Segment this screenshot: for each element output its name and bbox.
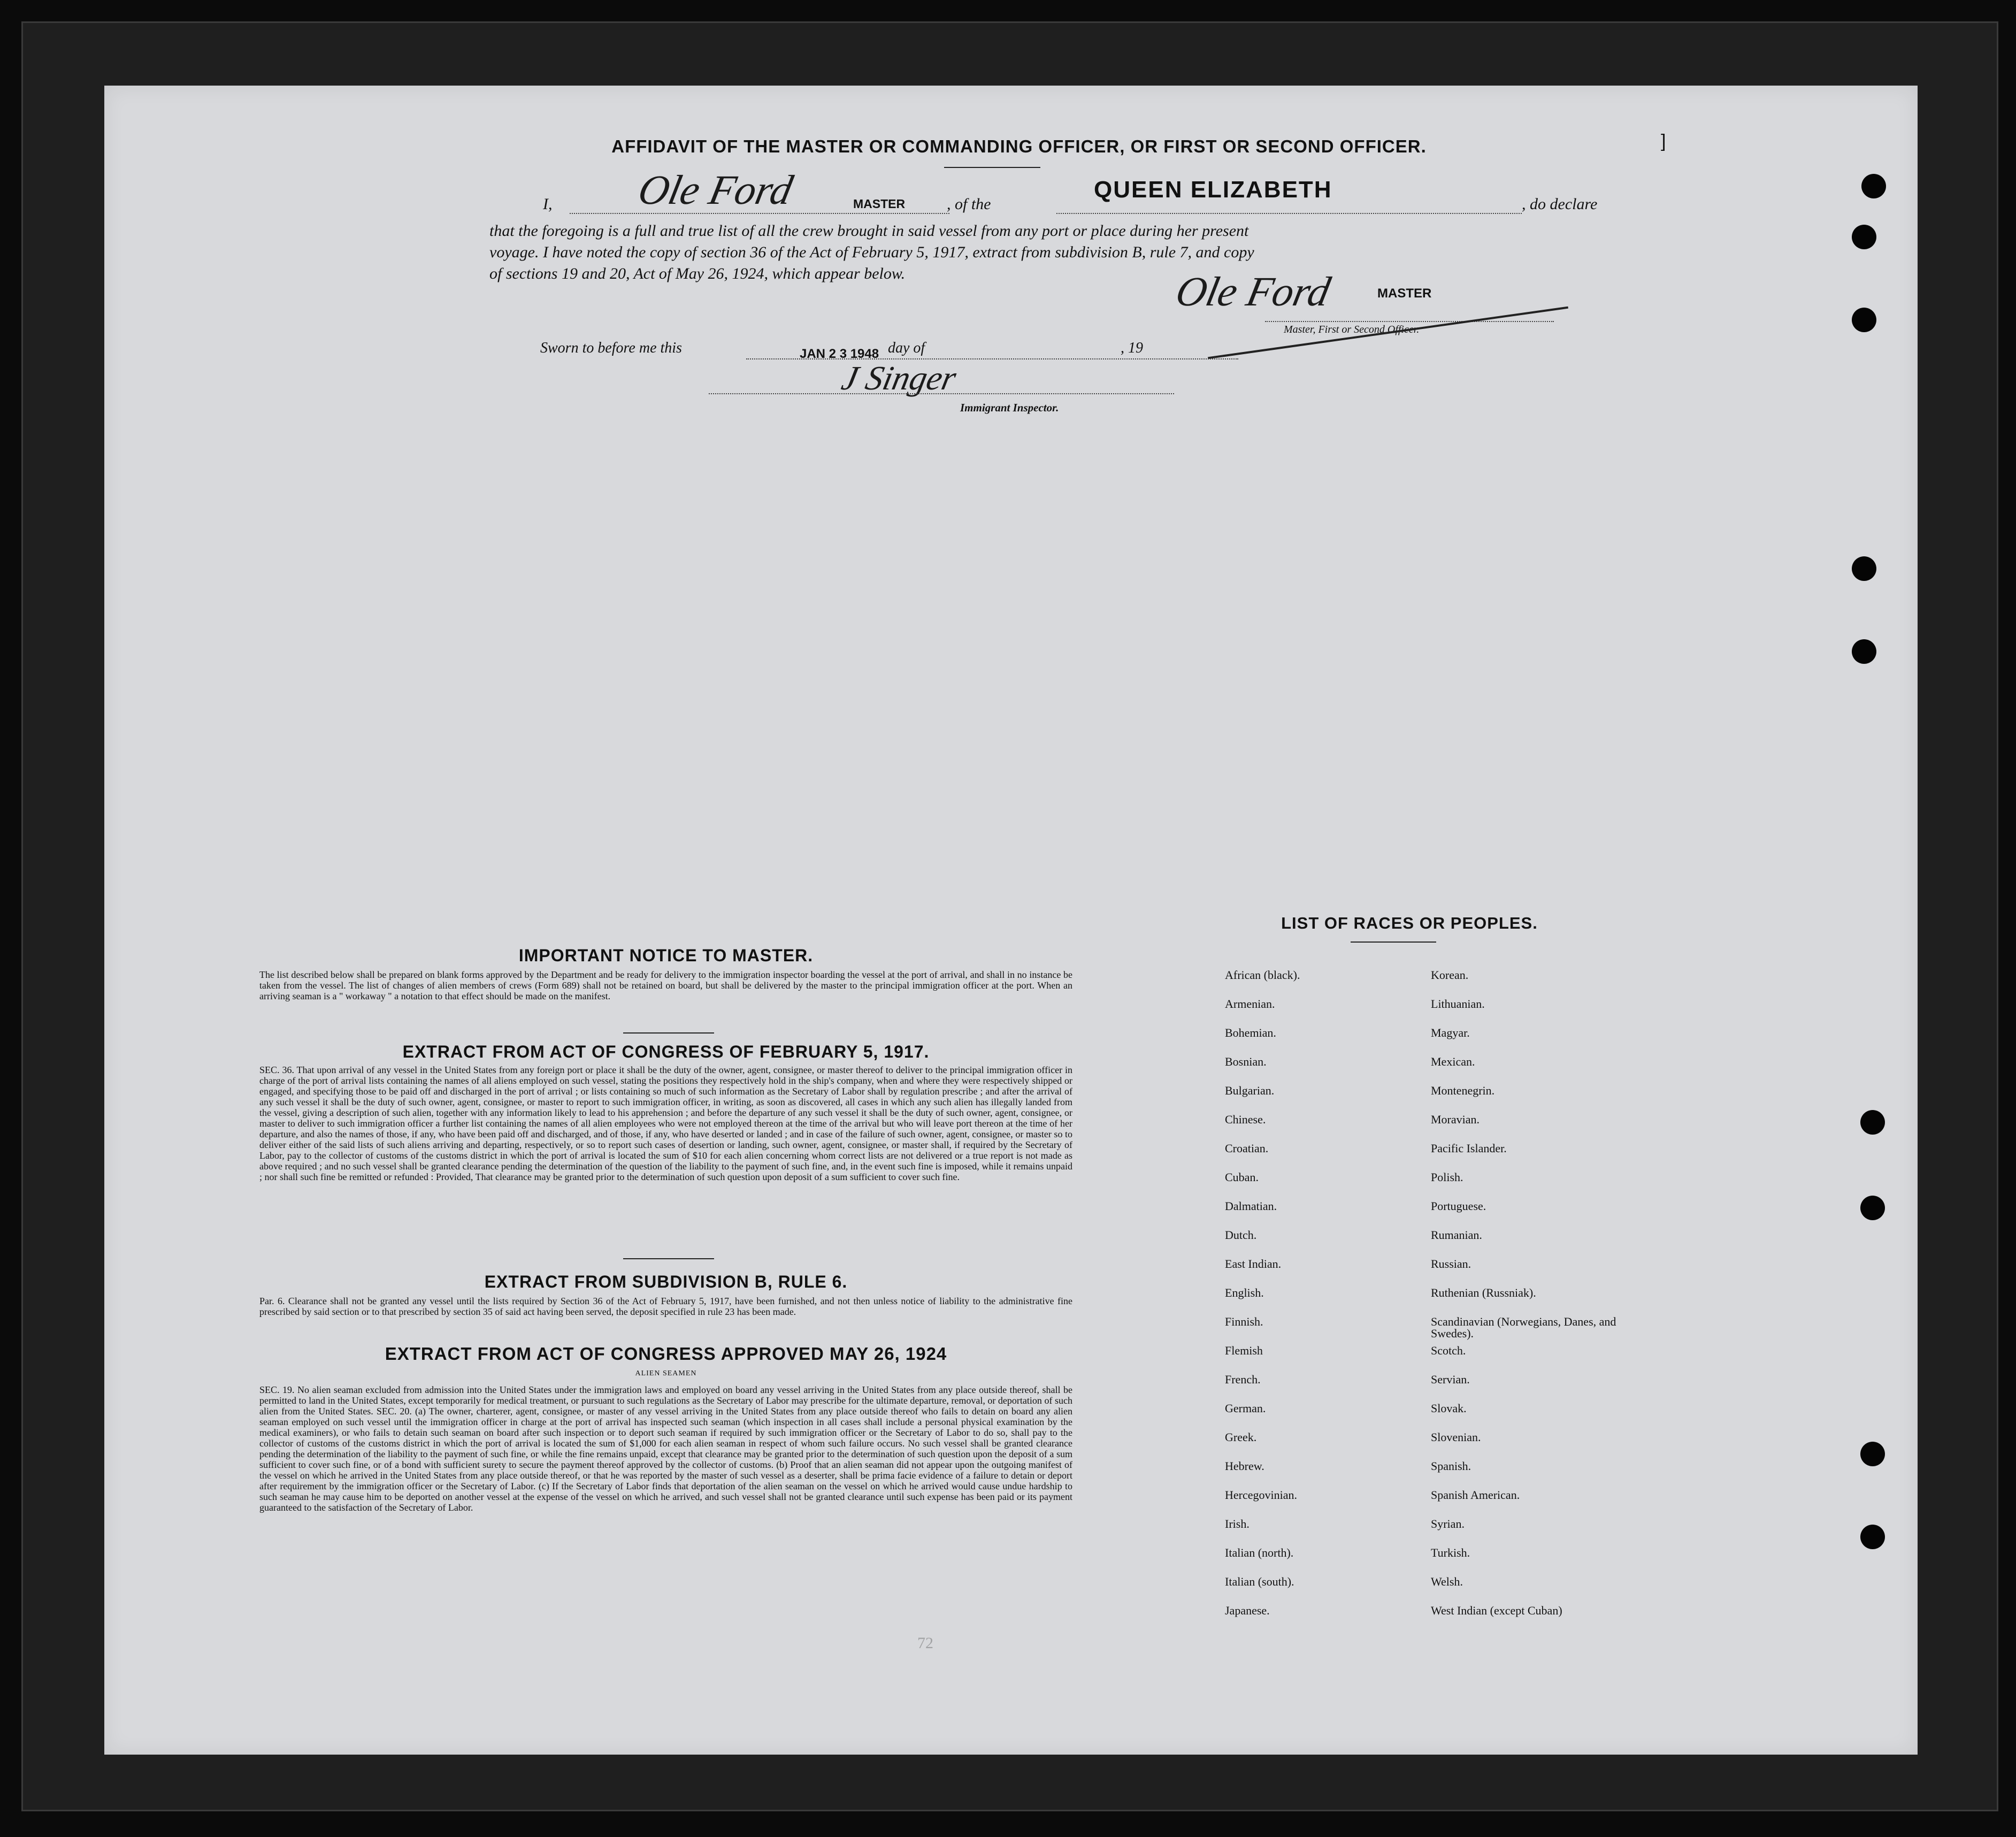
binder-hole [1861,174,1886,198]
extract-1917-body: SEC. 36. That upon arrival of any vessel in the United States from any foreign port or place it shall be the duty of the owner, agent, consignee, or master thereof to deliver to the principal immigration officer in charge of the port of arrival lists containing the names of all aliens employed on such vessel, stating the positions they respectively hold in the ship's company, when and where they were respectively shipped or engaged, and specifying those to be paid off and discharged in the port of arrival ; or lists containing so much of such information as the Secretary of Labor shall by regulation prescribe ; and after the arrival of any such vessel it shall be the duty of such owner, agent, consignee, or master to report to such immigration officer, in writing, as soon as discovered, all cases in which any such alien has illegally landed from the vessel, giving a description of such alien, together with any information likely to lead to his apprehension ; and before the departure of any such vessel it shall be the duty of such owner, agent, consignee, or master to deliver to such immigration officer a further list containing the names of all alien employees who were not employed thereon at the time of the arrival but who will leave port thereon at the time of her departure, and also the names of those, if any, who have been paid off and discharged, and of those, if any, who have deserted or landed ; and in case of the failure of such owner, agent, consignee, or master so to deliver either of the said lists of such aliens arriving and departing, respectively, or so to report such cases of desertion or landing, such owner, agent, consignee, or master shall, if required by the Secretary of Labor, pay to the collector of customs of the customs district in which the port of arrival is located the sum of $10 for each alien concerning whom correct lists are not delivered or a true report is not made as above required ; and no such vessel shall be granted clearance pending the determination of the question of the liability to the payment of such fine, and, in the event such fine is imposed, while it remains unpaid ; nor shall such fine be remitted or refunded : Provided, That clearance may be granted prior to the determination of such question upon deposit of a sum sufficient to cover such fine. [259,1065,1072,1182]
race-item: Italian (north). [1225,1546,1294,1559]
races-heading: LIST OF RACES OR PEOPLES. [1281,914,1538,932]
race-item: Spanish American. [1431,1488,1520,1502]
officer-caption: Master, First or Second Officer. [1284,324,1420,335]
race-item: Japanese. [1225,1604,1270,1617]
binder-hole [1852,639,1876,664]
alien-seamen-subheading: ALIEN SEAMEN [635,1369,697,1377]
race-item: Chinese. [1225,1113,1266,1126]
binder-hole [1852,225,1876,249]
notice-body: The list described below shall be prepared on blank forms approved by the Department and be ready for delivery to the immigration inspector boarding the vessel at the port of arrival, and shall in no instance be taken from the vessel. The list of changes of alien members of crews (Form 689) shall not be retained on board, but shall be delivered by the master to the principal immigration officer at the port. When an arriving seaman is a " workaway " a notation to that effect should be made on the manifest. [259,969,1072,1001]
extract-1917-heading: EXTRACT FROM ACT OF CONGRESS OF FEBRUARY 5, 1917. [402,1042,930,1061]
race-item: African (black). [1225,968,1300,982]
bleed-through-text [393,481,1992,1016]
race-item: Polish. [1431,1170,1463,1184]
of-the: , of the [947,195,991,213]
sworn-text: Sworn to before me this [540,340,682,356]
affidavit-heading: AFFIDAVIT OF THE MASTER OR COMMANDING OFFICER, OR FIRST OR SECOND OFFICER. [611,136,1427,156]
binder-hole [1860,1442,1885,1466]
race-item: Welsh. [1431,1575,1463,1588]
race-item: Hebrew. [1225,1459,1264,1473]
margin-mark: ] [1661,131,1666,151]
extract-1924-heading: EXTRACT FROM ACT OF CONGRESS APPROVED MAY 26, 1924 [385,1344,947,1364]
race-item: Rumanian. [1431,1228,1482,1242]
footer-mark: 72 [917,1634,933,1652]
vessel-name: QUEEN ELIZABETH [1094,177,1332,203]
inspector-signature: J Singer [838,359,960,397]
race-item: Russian. [1431,1257,1471,1270]
race-item: Pacific Islander. [1431,1142,1507,1155]
binder-hole [1860,1196,1885,1220]
notice-rule [623,1032,714,1034]
binder-hole [1860,1110,1885,1135]
inspector-line [709,393,1174,394]
race-item: Dutch. [1225,1228,1257,1242]
master-signature: Ole Ford [634,166,797,213]
extract-1917-rule [623,1258,714,1259]
race-item: Lithuanian. [1431,997,1485,1011]
races-rule [1351,942,1436,943]
officer-line [1265,321,1554,322]
affidavit-line-4: of sections 19 and 20, Act of May 26, 1924, which appear below. [489,265,906,282]
race-item: Ruthenian (Russniak). [1431,1286,1536,1299]
race-item: Slovenian. [1431,1430,1481,1444]
race-item: Portuguese. [1431,1199,1486,1213]
master-label: MASTER [853,197,906,211]
race-item: Italian (south). [1225,1575,1294,1588]
binder-hole [1852,556,1876,581]
extract-1924-body: SEC. 19. No alien seaman excluded from admission into the United States under the immigration laws and employed on board any vessel arriving in the United States from any place outside thereof, shall be permitted to land in the United States, except temporarily for medical treatment, or pursuant to such regulations as the Secretary of Labor may prescribe for the ultimate departure, removal, or deportation of such alien from the United States. SEC. 20. (a) The owner, charterer, agent, consignee, or master of any vessel arriving in the United States from any place outside thereof who fails to detain on board any alien seaman employed on such vessel until the immigration officer in charge at the port of arrival has inspected such seaman (which inspection in all cases shall include a personal physical examination by the medical examiners), or who fails to detain such seaman on board after such inspection or to deport such seaman if required by such immigration officer or the Secretary of Labor to do so, shall pay to the collector of customs of the customs district in which the port of arrival is located the sum of $1,000 for each alien seaman in respect of whom such failure occurs. No such vessel shall be granted clearance pending the determination of the liability to the payment of such fine, or while the fine remains unpaid, except that clearance may be granted prior to the determination of such question upon the deposit of a sum sufficient to cover such fine, or of a bond with sufficient surety to secure the payment thereof approved by the collector of customs. (b) Proof that an alien seaman did not appear upon the outgoing manifest of the vessel on which he arrived in the United States from any place outside thereof, or that he was reported by the master of such vessel as a deserter, shall be prima facie evidence of a failure to detain or deport after requirement by the immigration officer or the Secretary of Labor. (c) If the Secretary of Labor finds that deportation of the alien seaman on the vessel on which he arrived would cause undue hardship to such seaman he may cause him to be deported on another vessel at the expense of the vessel on which he arrived, and such vessel shall not be granted clearance until such expense has been paid or its payment guaranteed to the satisfaction of the Secretary of Labor. [259,1384,1072,1513]
race-item: Finnish. [1225,1315,1263,1328]
race-item: Scandinavian (Norwegians, Danes, and Swedes). [1431,1315,1616,1340]
affidavit-line-3: voyage. I have noted the copy of section 36 of the Act of February 5, 1917, extract from subdivision B, rule 7, and copy [489,243,1254,261]
race-item: West Indian (except Cuban) [1431,1604,1562,1617]
master-signature-2: Ole Ford [1171,268,1335,315]
race-item: Mexican. [1431,1055,1475,1068]
race-item: Croatian. [1225,1142,1269,1155]
vessel-line [1056,213,1522,214]
race-item: Dalmatian. [1225,1199,1277,1213]
race-item: Irish. [1225,1517,1250,1530]
race-item: Hercegovinian. [1225,1488,1297,1502]
race-item: Scotch. [1431,1344,1466,1357]
race-item: English. [1225,1286,1264,1299]
notice-heading: IMPORTANT NOTICE TO MASTER. [518,946,814,965]
race-item: Flemish [1225,1344,1263,1357]
rule6-heading: EXTRACT FROM SUBDIVISION B, RULE 6. [484,1272,848,1291]
day-of: day of [888,340,925,356]
inspector-caption: Immigrant Inspector. [960,401,1059,414]
binder-hole [1852,308,1876,332]
race-item: Moravian. [1431,1113,1480,1126]
race-item: East Indian. [1225,1257,1282,1270]
affidavit-line-2: that the foregoing is a full and true list of all the crew brought in said vessel from any port or place during her present [489,222,1249,240]
races-left-column [1225,969,1417,1634]
race-item: Bohemian. [1225,1026,1276,1039]
manifest-page [104,86,1918,1755]
date-line [746,358,1238,359]
affidavit-i: I, [543,195,553,213]
race-item: Syrian. [1431,1517,1465,1530]
signature-line [570,213,949,214]
race-item: Slovak. [1431,1402,1467,1415]
race-item: Servian. [1431,1373,1470,1386]
race-item: Magyar. [1431,1026,1470,1039]
race-item: Montenegrin. [1431,1084,1495,1097]
race-item: French. [1225,1373,1261,1386]
binder-hole [1860,1525,1885,1549]
rule6-body: Par. 6. Clearance shall not be granted any vessel until the lists required by Section 36 of the Act of February 5, 1917, have been furnished, and not then unless notice of liability to the administrative fine prescribed by said section or to that prescribed by section 35 of said act having been served, the deposit specified in rule 23 has been made. [259,1296,1072,1317]
race-item: Spanish. [1431,1459,1471,1473]
race-item: Cuban. [1225,1170,1259,1184]
date-stamp: JAN 2 3 1948 [800,347,879,361]
do-declare: , do declare [1522,195,1598,213]
race-item: Bulgarian. [1225,1084,1275,1097]
heading-rule [944,167,1040,168]
races-right-column [1431,969,1655,1634]
race-item: Greek. [1225,1430,1257,1444]
race-item: Korean. [1431,968,1469,982]
master-label-2: MASTER [1377,286,1432,301]
race-item: Turkish. [1431,1546,1470,1559]
race-item: Armenian. [1225,997,1275,1011]
race-item: Bosnian. [1225,1055,1267,1068]
year-prefix: , 19 [1121,340,1143,356]
race-item: German. [1225,1402,1266,1415]
